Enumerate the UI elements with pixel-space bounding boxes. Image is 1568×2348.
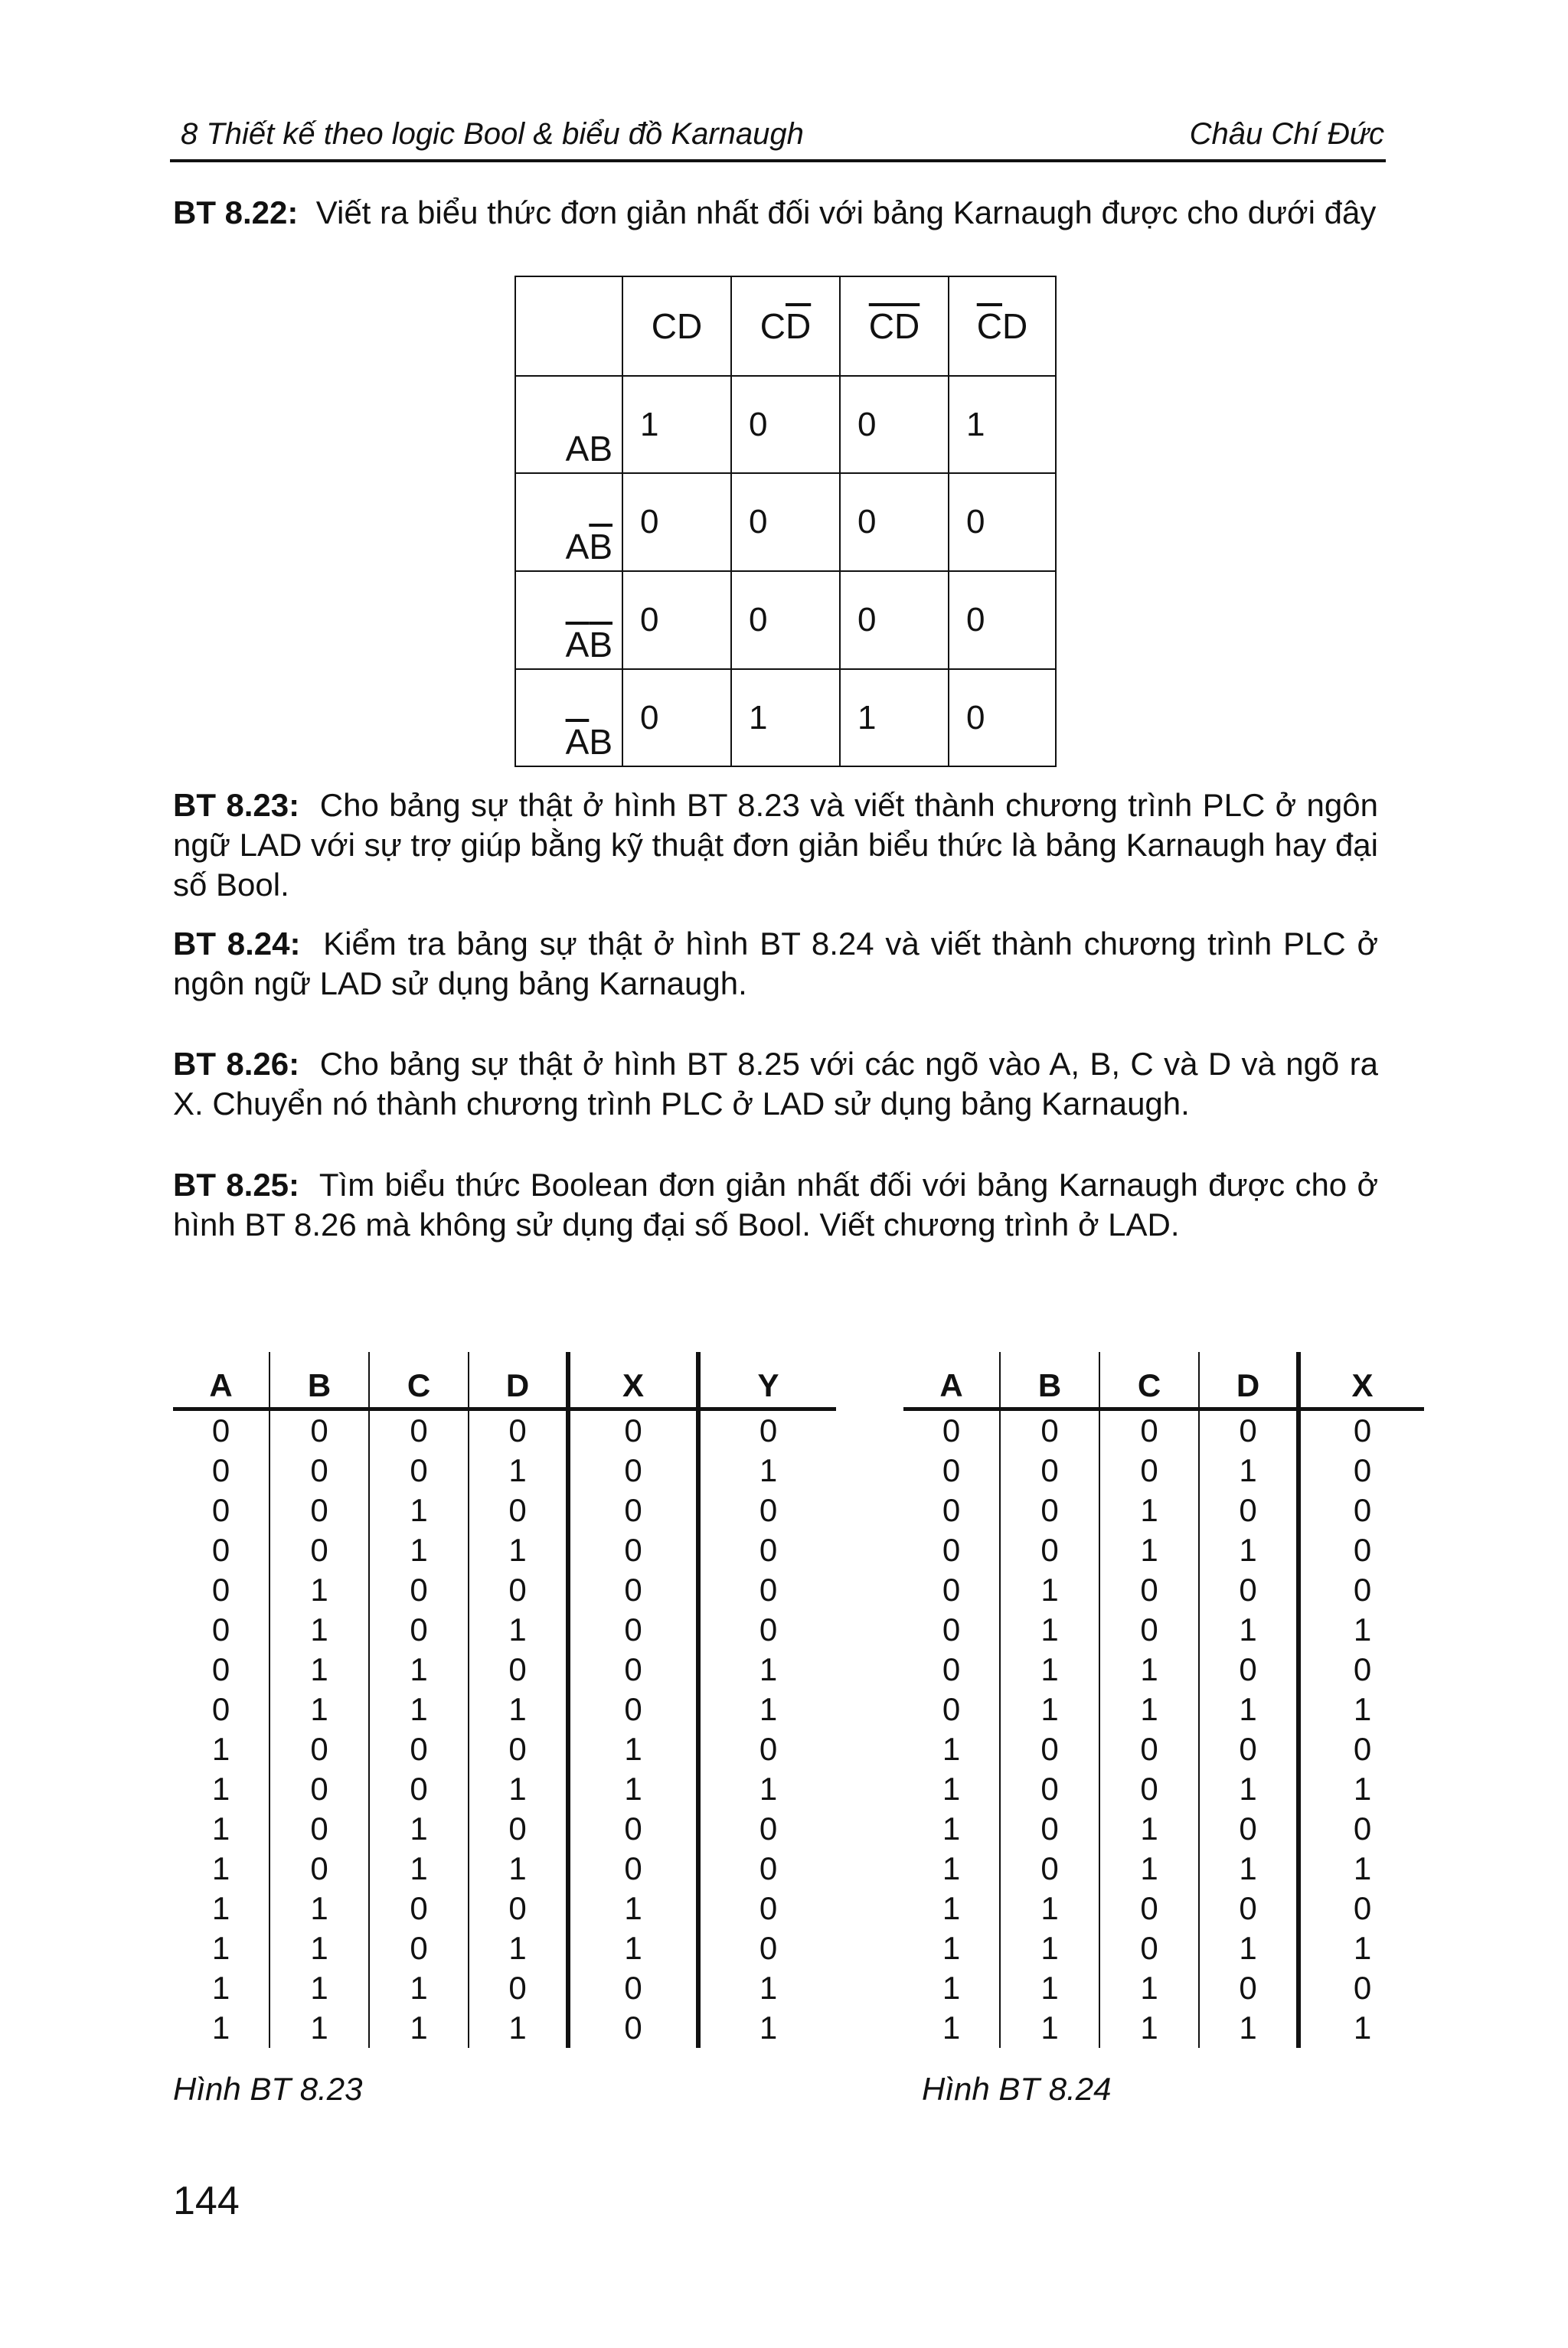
table-row bbox=[173, 1729, 836, 1769]
table-row bbox=[173, 1690, 836, 1729]
table-cell: 0 bbox=[1099, 1451, 1199, 1491]
table-cell: 1 bbox=[270, 1928, 369, 1968]
kmap-col-header bbox=[949, 276, 1056, 376]
table-cell: 0 bbox=[568, 2008, 698, 2048]
table-cell: 1 bbox=[211, 1731, 230, 1767]
table-cell: 0 bbox=[942, 1412, 961, 1448]
exercise-8-26 bbox=[173, 1044, 1378, 1124]
kmap-variable: C bbox=[760, 306, 786, 346]
table-cell: 1 bbox=[1000, 1610, 1099, 1650]
table-cell: 1 bbox=[1199, 1451, 1298, 1491]
table-cell: 0 bbox=[270, 1849, 369, 1889]
table-cell: 0 bbox=[942, 1612, 961, 1648]
table-cell: 1 bbox=[211, 1970, 230, 2006]
table-cell: 0 bbox=[211, 1452, 230, 1488]
table-cell: 1 bbox=[270, 1610, 369, 1650]
table-cell: 0 bbox=[469, 1809, 568, 1849]
table-cell: 0 bbox=[211, 1572, 230, 1608]
table-cell: 1 bbox=[469, 1610, 568, 1650]
kmap-col-header bbox=[840, 276, 949, 376]
table-cell: 0 bbox=[211, 1492, 230, 1528]
table-cell: 1 bbox=[270, 1650, 369, 1690]
table-cell: 0 bbox=[698, 1849, 836, 1889]
table-cell: 0 bbox=[568, 1650, 698, 1690]
table-row bbox=[903, 1809, 1424, 1849]
table-cell: 0 bbox=[942, 1572, 961, 1608]
page-number: 144 bbox=[173, 2179, 240, 2223]
col-header: D bbox=[1199, 1352, 1298, 1409]
truth-table-header-row bbox=[903, 1352, 1424, 1409]
table-cell: 1 bbox=[1099, 1809, 1199, 1849]
table-cell: 0 bbox=[698, 1729, 836, 1769]
karnaugh-map bbox=[514, 276, 1055, 766]
exercise-text: Kiểm tra bảng sự thật ở hình BT 8.24 và viết thành chương trình PLC ở ngôn ngữ LAD sử dụng bảng Karnaugh. bbox=[173, 926, 1378, 1001]
table-cell: 1 bbox=[1298, 1610, 1424, 1650]
table-row bbox=[903, 1849, 1424, 1889]
table-cell: 0 bbox=[698, 1889, 836, 1928]
truth-table-header-row bbox=[173, 1352, 836, 1409]
table-cell: 1 bbox=[1298, 2008, 1424, 2048]
table-cell: 1 bbox=[698, 1451, 836, 1491]
table-cell: 0 bbox=[1199, 1809, 1298, 1849]
table-cell: 1 bbox=[1199, 1769, 1298, 1809]
table-cell: 1 bbox=[1199, 1610, 1298, 1650]
table-cell: 0 bbox=[942, 1532, 961, 1568]
exercise-id: BT 8.24: bbox=[173, 926, 301, 962]
table-cell: 1 bbox=[369, 1968, 469, 2008]
col-header: X bbox=[568, 1352, 698, 1409]
table-cell: 0 bbox=[568, 1610, 698, 1650]
kmap-variable: C bbox=[651, 306, 677, 346]
table-cell: 1 bbox=[369, 2008, 469, 2048]
exercise-id: BT 8.25: bbox=[173, 1167, 300, 1203]
table-cell: 1 bbox=[469, 1849, 568, 1889]
table-cell: 1 bbox=[1099, 1650, 1199, 1690]
kmap-cell: 1 bbox=[622, 376, 731, 473]
table-cell: 0 bbox=[1000, 1849, 1099, 1889]
figure-caption: Hình BT 8.24 bbox=[922, 2071, 1112, 2107]
table-cell: 0 bbox=[369, 1409, 469, 1452]
table-cell: 0 bbox=[469, 1570, 568, 1610]
table-row bbox=[173, 1491, 836, 1530]
table-row bbox=[173, 1570, 836, 1610]
table-cell: 1 bbox=[698, 1690, 836, 1729]
table-cell: 0 bbox=[1298, 1809, 1424, 1849]
table-cell: 1 bbox=[568, 1889, 698, 1928]
kmap-row bbox=[515, 669, 1056, 766]
table-cell: 1 bbox=[1099, 1968, 1199, 2008]
kmap-row-header bbox=[515, 473, 622, 571]
table-cell: 0 bbox=[270, 1530, 369, 1570]
exercise-8-25 bbox=[173, 1165, 1378, 1245]
table-cell: 1 bbox=[369, 1809, 469, 1849]
col-header: D bbox=[469, 1352, 568, 1409]
table-row bbox=[903, 1889, 1424, 1928]
table-cell: 1 bbox=[369, 1650, 469, 1690]
table-cell: 0 bbox=[369, 1769, 469, 1809]
table-cell: 1 bbox=[1099, 1849, 1199, 1889]
table-row bbox=[173, 1451, 836, 1491]
table-cell: 0 bbox=[568, 1968, 698, 2008]
table-cell: 0 bbox=[369, 1451, 469, 1491]
header-author: Châu Chí Đức bbox=[1189, 117, 1384, 151]
table-cell: 1 bbox=[1000, 2008, 1099, 2048]
table-cell: 0 bbox=[698, 1530, 836, 1570]
exercise-8-24 bbox=[173, 924, 1378, 1004]
table-row bbox=[173, 1409, 836, 1452]
table-cell: 1 bbox=[1199, 1530, 1298, 1570]
kmap-cell: 0 bbox=[622, 473, 731, 571]
table-cell: 1 bbox=[211, 1850, 230, 1886]
table-cell: 0 bbox=[1099, 1610, 1199, 1650]
table-cell: 0 bbox=[1298, 1530, 1424, 1570]
kmap-cell: 0 bbox=[949, 473, 1056, 571]
kmap-cell: 0 bbox=[840, 571, 949, 669]
table-cell: 1 bbox=[1000, 1690, 1099, 1729]
table-cell: 1 bbox=[469, 1451, 568, 1491]
table-cell: 0 bbox=[698, 1610, 836, 1650]
table-cell: 0 bbox=[1298, 1650, 1424, 1690]
table-cell: 0 bbox=[1199, 1491, 1298, 1530]
table-cell: 0 bbox=[1298, 1451, 1424, 1491]
table-cell: 0 bbox=[1099, 1928, 1199, 1968]
table-cell: 0 bbox=[270, 1409, 369, 1452]
header-chapter-title: 8 Thiết kế theo logic Bool & biểu đồ Karnaugh bbox=[181, 117, 804, 151]
table-cell: 0 bbox=[270, 1769, 369, 1809]
table-cell: 1 bbox=[942, 1930, 961, 1966]
kmap-cell: 0 bbox=[622, 669, 731, 766]
table-cell: 1 bbox=[698, 1968, 836, 2008]
col-header: Y bbox=[698, 1352, 836, 1409]
table-cell: 0 bbox=[211, 1532, 230, 1568]
table-row bbox=[173, 1809, 836, 1849]
kmap-cell: 0 bbox=[949, 571, 1056, 669]
table-cell: 0 bbox=[211, 1651, 230, 1687]
table-cell: 0 bbox=[1000, 1409, 1099, 1452]
table-cell: 0 bbox=[942, 1452, 961, 1488]
truth-table-8-23 bbox=[173, 1352, 836, 2048]
table-cell: 1 bbox=[1099, 2008, 1199, 2048]
kmap-cell: 0 bbox=[622, 571, 731, 669]
table-cell: 0 bbox=[369, 1610, 469, 1650]
table-cell: 0 bbox=[942, 1691, 961, 1727]
table-cell: 0 bbox=[1199, 1968, 1298, 2008]
table-cell: 0 bbox=[270, 1809, 369, 1849]
kmap-variable: B bbox=[589, 429, 612, 469]
table-row bbox=[903, 1451, 1424, 1491]
table-row bbox=[173, 1849, 836, 1889]
table-cell: 0 bbox=[942, 1492, 961, 1528]
exercise-8-22 bbox=[173, 193, 1378, 233]
table-cell: 0 bbox=[568, 1849, 698, 1889]
kmap-row-header bbox=[515, 669, 622, 766]
table-cell: 1 bbox=[1099, 1690, 1199, 1729]
table-cell: 0 bbox=[369, 1570, 469, 1610]
table-cell: 0 bbox=[942, 1651, 961, 1687]
table-cell: 1 bbox=[270, 1889, 369, 1928]
table-cell: 0 bbox=[1099, 1409, 1199, 1452]
table-cell: 0 bbox=[469, 1968, 568, 2008]
table-cell: 0 bbox=[270, 1729, 369, 1769]
table-cell: 0 bbox=[469, 1409, 568, 1452]
table-cell: 1 bbox=[1199, 1928, 1298, 1968]
table-cell: 0 bbox=[1298, 1729, 1424, 1769]
table-cell: 0 bbox=[698, 1928, 836, 1968]
table-cell: 1 bbox=[698, 1769, 836, 1809]
kmap-cell: 0 bbox=[731, 376, 840, 473]
col-header: A bbox=[939, 1367, 963, 1403]
table-row bbox=[903, 1928, 1424, 1968]
table-cell: 1 bbox=[1000, 1928, 1099, 1968]
table-cell: 1 bbox=[211, 1811, 230, 1847]
table-cell: 1 bbox=[942, 2010, 961, 2046]
table-row bbox=[903, 1968, 1424, 2008]
table-cell: 1 bbox=[469, 1530, 568, 1570]
header-rule bbox=[170, 159, 1386, 162]
table-cell: 0 bbox=[211, 1612, 230, 1648]
table-cell: 0 bbox=[1298, 1968, 1424, 2008]
table-cell: 1 bbox=[1000, 1570, 1099, 1610]
table-cell: 1 bbox=[1099, 1491, 1199, 1530]
table-cell: 1 bbox=[1000, 1968, 1099, 2008]
table-cell: 1 bbox=[1298, 1928, 1424, 1968]
kmap-variable: $\overline{B}$ bbox=[589, 527, 612, 567]
table-cell: 1 bbox=[698, 2008, 836, 2048]
kmap-variable: D bbox=[1002, 306, 1028, 346]
exercise-text: Cho bảng sự thật ở hình BT 8.25 với các ngõ vào A, B, C và D và ngõ ra X. Chuyển nó thành chương trình PLC ở LAD sử dụng bảng Karnaugh. bbox=[173, 1046, 1378, 1122]
table-cell: 0 bbox=[270, 1451, 369, 1491]
table-cell: 1 bbox=[1298, 1690, 1424, 1729]
exercise-text: Viết ra biểu thức đơn giản nhất đối với bảng Karnaugh được cho dưới đây bbox=[315, 194, 1377, 230]
table-row bbox=[173, 1769, 836, 1809]
kmap-variable: A bbox=[565, 527, 590, 567]
table-row bbox=[903, 1650, 1424, 1690]
table-cell: 1 bbox=[942, 1811, 961, 1847]
table-cell: 0 bbox=[698, 1570, 836, 1610]
table-row bbox=[903, 1491, 1424, 1530]
kmap-cell: 0 bbox=[731, 473, 840, 571]
col-header: C bbox=[1099, 1352, 1199, 1409]
table-cell: 1 bbox=[1099, 1530, 1199, 1570]
table-row bbox=[903, 1570, 1424, 1610]
kmap-variable: $\overline{C}$ bbox=[976, 306, 1002, 346]
kmap-cell: 1 bbox=[731, 669, 840, 766]
table-cell: 1 bbox=[942, 1850, 961, 1886]
table-row bbox=[903, 1729, 1424, 1769]
table-cell: 0 bbox=[568, 1491, 698, 1530]
col-header: B bbox=[1000, 1352, 1099, 1409]
kmap-variable: $\overline{A}$ bbox=[565, 722, 590, 762]
table-cell: 0 bbox=[469, 1889, 568, 1928]
table-cell: 1 bbox=[469, 2008, 568, 2048]
table-cell: 0 bbox=[1000, 1809, 1099, 1849]
kmap-cell: 0 bbox=[949, 669, 1056, 766]
table-cell: 0 bbox=[1298, 1491, 1424, 1530]
table-row bbox=[173, 2008, 836, 2048]
table-cell: 0 bbox=[1298, 1570, 1424, 1610]
kmap-corner bbox=[515, 276, 622, 376]
table-cell: 0 bbox=[1099, 1769, 1199, 1809]
table-cell: 0 bbox=[698, 1491, 836, 1530]
figure-caption: Hình BT 8.23 bbox=[173, 2071, 363, 2107]
table-cell: 1 bbox=[1000, 1650, 1099, 1690]
table-cell: 0 bbox=[469, 1729, 568, 1769]
table-cell: 0 bbox=[698, 1809, 836, 1849]
table-row bbox=[173, 1610, 836, 1650]
table-cell: 1 bbox=[270, 1570, 369, 1610]
table-cell: 1 bbox=[270, 2008, 369, 2048]
table-cell: 0 bbox=[469, 1491, 568, 1530]
table-cell: 1 bbox=[469, 1769, 568, 1809]
kmap-variable: $\overline{D}$ bbox=[894, 306, 920, 346]
table-cell: 0 bbox=[270, 1491, 369, 1530]
table-cell: 1 bbox=[469, 1928, 568, 1968]
kmap-variable: B bbox=[589, 722, 612, 762]
exercise-id: BT 8.22: bbox=[173, 194, 299, 230]
table-cell: 1 bbox=[1298, 1849, 1424, 1889]
kmap-variable: $\overline{A}$ bbox=[565, 625, 590, 665]
kmap-variable: D bbox=[677, 306, 703, 346]
table-cell: 0 bbox=[1000, 1530, 1099, 1570]
kmap-row bbox=[515, 571, 1056, 669]
table-cell: 0 bbox=[211, 1412, 230, 1448]
table-cell: 1 bbox=[942, 1890, 961, 1926]
exercise-id: BT 8.26: bbox=[173, 1046, 300, 1082]
table-cell: 0 bbox=[1298, 1409, 1424, 1452]
table-row bbox=[173, 1928, 836, 1968]
table-row bbox=[173, 1968, 836, 2008]
table-cell: 0 bbox=[1099, 1729, 1199, 1769]
table-row bbox=[903, 2008, 1424, 2048]
table-row bbox=[173, 1650, 836, 1690]
kmap-variable: $\overline{D}$ bbox=[786, 306, 812, 346]
table-row bbox=[903, 1530, 1424, 1570]
kmap-cell: 0 bbox=[840, 473, 949, 571]
kmap-row-header bbox=[515, 571, 622, 669]
col-header: C bbox=[369, 1352, 469, 1409]
kmap-row bbox=[515, 473, 1056, 571]
table-cell: 0 bbox=[568, 1690, 698, 1729]
table-cell: 1 bbox=[270, 1968, 369, 2008]
kmap-header-row bbox=[515, 276, 1056, 376]
truth-table-8-24 bbox=[903, 1352, 1424, 2048]
table-cell: 0 bbox=[568, 1530, 698, 1570]
table-cell: 0 bbox=[1099, 1889, 1199, 1928]
table-cell: 0 bbox=[369, 1928, 469, 1968]
table-cell: 1 bbox=[942, 1731, 961, 1767]
table-cell: 1 bbox=[1000, 1889, 1099, 1928]
table-cell: 0 bbox=[469, 1650, 568, 1690]
table-cell: 1 bbox=[1199, 1690, 1298, 1729]
kmap-cell: 0 bbox=[840, 376, 949, 473]
kmap-row bbox=[515, 376, 1056, 473]
kmap-col-header bbox=[731, 276, 840, 376]
kmap-variable: $\overline{B}$ bbox=[589, 625, 612, 665]
table-cell: 1 bbox=[369, 1690, 469, 1729]
table-cell: 0 bbox=[568, 1409, 698, 1452]
table-cell: 1 bbox=[369, 1491, 469, 1530]
kmap-col-header bbox=[622, 276, 731, 376]
table-cell: 1 bbox=[211, 1771, 230, 1807]
table-cell: 0 bbox=[698, 1409, 836, 1452]
table-cell: 1 bbox=[211, 1930, 230, 1966]
exercise-id: BT 8.23: bbox=[173, 787, 300, 823]
table-cell: 0 bbox=[1199, 1729, 1298, 1769]
table-cell: 0 bbox=[1000, 1729, 1099, 1769]
table-cell: 0 bbox=[1199, 1409, 1298, 1452]
table-cell: 0 bbox=[568, 1570, 698, 1610]
col-header: A bbox=[209, 1367, 233, 1403]
table-cell: 1 bbox=[942, 1970, 961, 2006]
table-cell: 0 bbox=[211, 1691, 230, 1727]
table-cell: 0 bbox=[568, 1809, 698, 1849]
table-cell: 1 bbox=[568, 1729, 698, 1769]
table-cell: 1 bbox=[211, 1890, 230, 1926]
table-cell: 0 bbox=[1000, 1451, 1099, 1491]
table-row bbox=[173, 1889, 836, 1928]
table-cell: 1 bbox=[1298, 1769, 1424, 1809]
table-cell: 1 bbox=[698, 1650, 836, 1690]
table-cell: 0 bbox=[369, 1889, 469, 1928]
exercise-text: Tìm biểu thức Boolean đơn giản nhất đối với bảng Karnaugh được cho ở hình BT 8.26 mà không sử dụng đại số Bool. Viết chương trình ở LAD. bbox=[173, 1167, 1378, 1243]
table-cell: 1 bbox=[1199, 2008, 1298, 2048]
table-cell: 1 bbox=[211, 2010, 230, 2046]
exercise-8-23 bbox=[173, 785, 1378, 905]
col-header: X bbox=[1298, 1352, 1424, 1409]
table-cell: 0 bbox=[1000, 1769, 1099, 1809]
table-cell: 0 bbox=[369, 1729, 469, 1769]
table-cell: 1 bbox=[942, 1771, 961, 1807]
table-cell: 1 bbox=[369, 1530, 469, 1570]
table-cell: 0 bbox=[1000, 1491, 1099, 1530]
kmap-variable: $\overline{C}$ bbox=[868, 306, 894, 346]
table-cell: 1 bbox=[1199, 1849, 1298, 1889]
table-row bbox=[903, 1690, 1424, 1729]
table-cell: 0 bbox=[568, 1451, 698, 1491]
table-cell: 0 bbox=[1199, 1570, 1298, 1610]
table-row bbox=[903, 1769, 1424, 1809]
table-cell: 1 bbox=[568, 1769, 698, 1809]
table-cell: 0 bbox=[1099, 1570, 1199, 1610]
table-cell: 0 bbox=[1298, 1889, 1424, 1928]
table-row bbox=[903, 1610, 1424, 1650]
exercise-text: Cho bảng sự thật ở hình BT 8.23 và viết thành chương trình PLC ở ngôn ngữ LAD với sự trợ giúp bằng kỹ thuật đơn giản biểu thức là bảng Karnaugh hay đại số Bool. bbox=[173, 787, 1378, 903]
kmap-cell: 1 bbox=[949, 376, 1056, 473]
table-cell: 1 bbox=[469, 1690, 568, 1729]
table-cell: 1 bbox=[568, 1928, 698, 1968]
table-row bbox=[903, 1409, 1424, 1452]
kmap-cell: 1 bbox=[840, 669, 949, 766]
table-cell: 0 bbox=[1199, 1889, 1298, 1928]
col-header: B bbox=[270, 1352, 369, 1409]
table-cell: 1 bbox=[270, 1690, 369, 1729]
kmap-cell: 0 bbox=[731, 571, 840, 669]
table-cell: 0 bbox=[1199, 1650, 1298, 1690]
table-cell: 1 bbox=[369, 1849, 469, 1889]
table-row bbox=[173, 1530, 836, 1570]
kmap-variable: A bbox=[565, 429, 590, 469]
kmap-row-header bbox=[515, 376, 622, 473]
